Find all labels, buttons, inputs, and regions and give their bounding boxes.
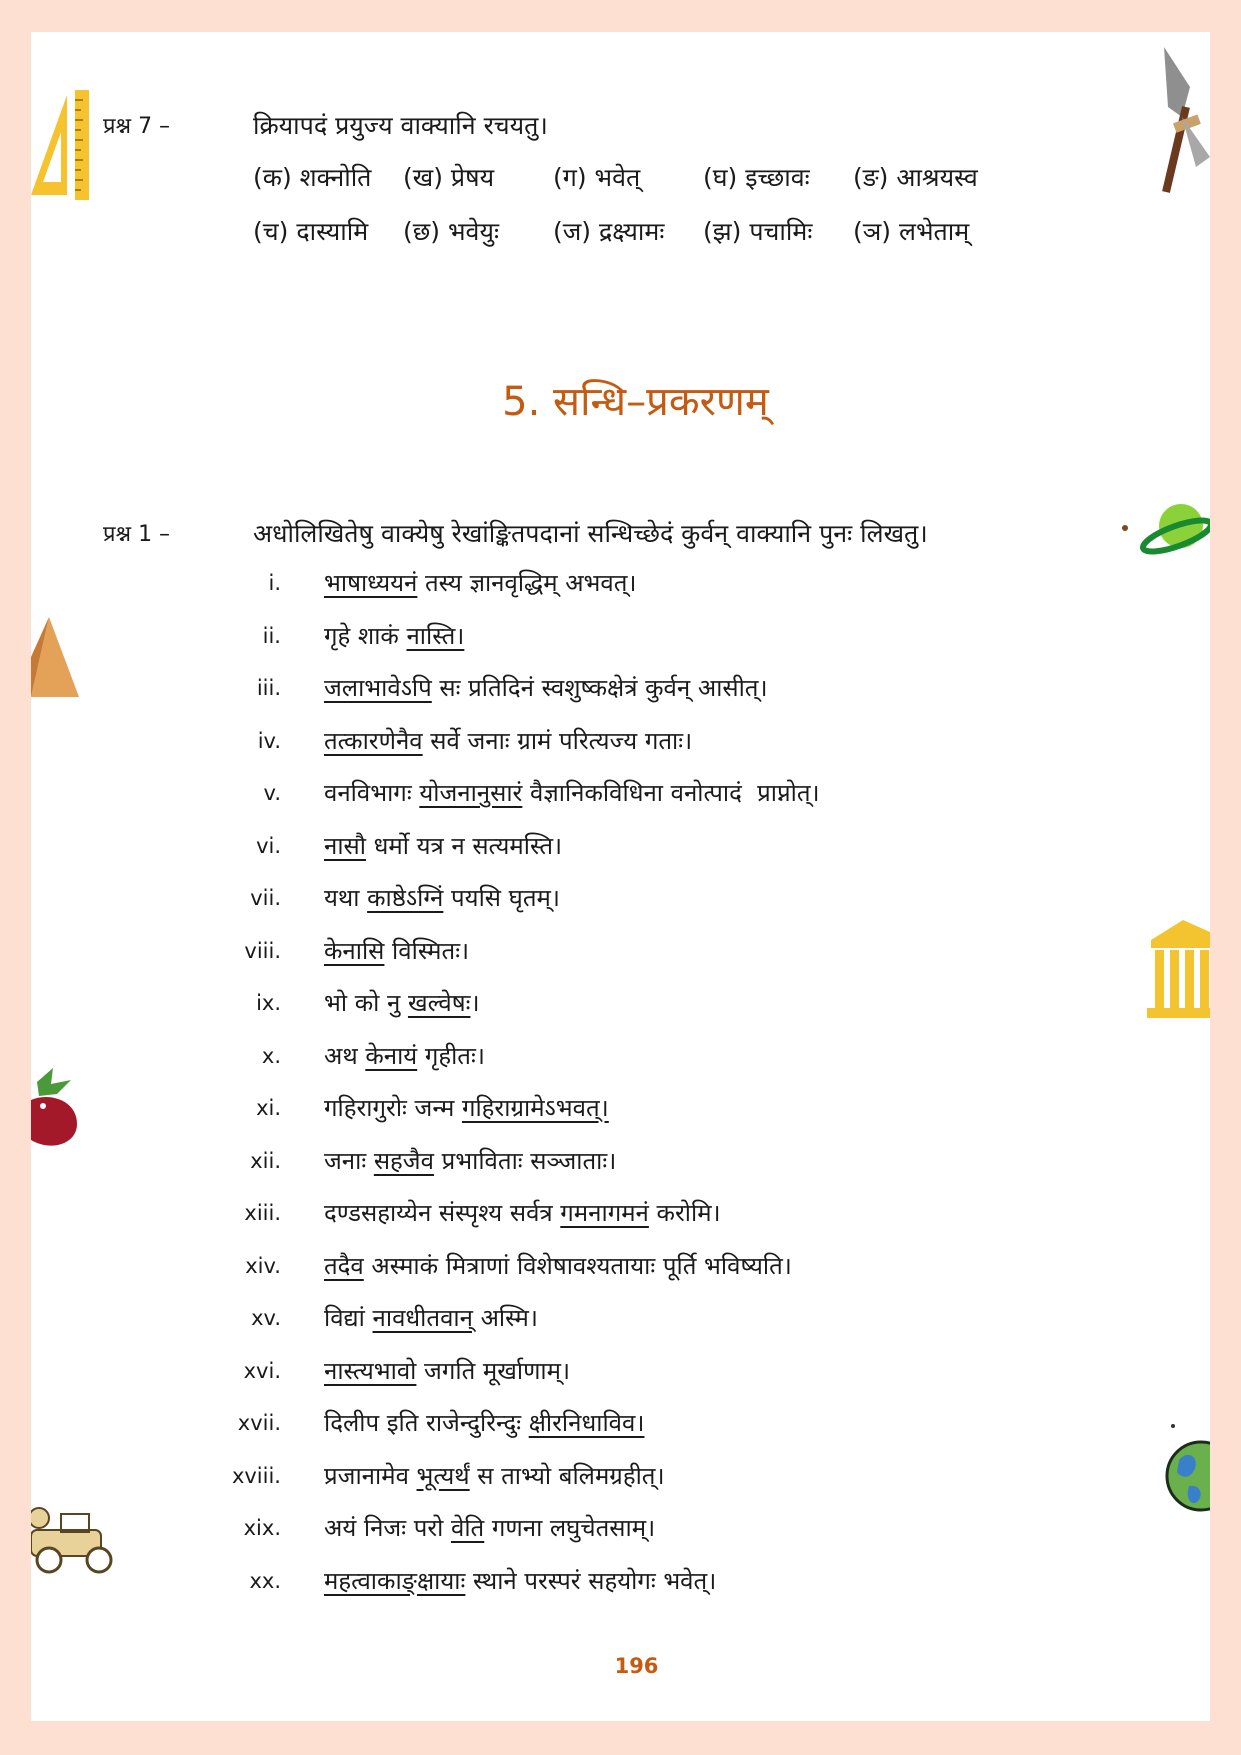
underlined-word: भूत्यर्थं	[416, 1461, 470, 1490]
item-number: xv.	[251, 1306, 281, 1330]
list-item	[31, 829, 1210, 869]
underlined-word: तदैव	[324, 1251, 364, 1280]
sentence-text: दिलीप इति राजेन्दुरिन्दुः	[324, 1409, 529, 1437]
list-item	[31, 1301, 1210, 1341]
item-sentence	[324, 1249, 792, 1282]
option-cha: (च) दास्यामि	[253, 217, 369, 246]
item-number: xvi.	[243, 1358, 281, 1383]
question-7-text: क्रियापदं प्रयुज्य वाक्यानि रचयतु।	[253, 111, 548, 140]
option-nya: (ञ) लभेताम्	[853, 217, 970, 246]
underlined-word: वेति	[451, 1514, 485, 1542]
chapter-title: 5. सन्धि–प्रकरणम्	[502, 379, 769, 425]
list-item	[31, 1354, 1210, 1394]
list-item	[31, 1511, 1210, 1551]
sentence-text: सः प्रतिदिनं स्वशुष्कक्षेत्रं कुर्वन् आसीत्।	[431, 674, 768, 702]
underlined-word: काष्ठेऽग्निं	[367, 884, 444, 912]
list-item	[31, 566, 1210, 606]
sentence-text: अस्मि।	[472, 1304, 538, 1332]
list-item	[31, 1459, 1210, 1499]
list-item	[31, 934, 1210, 974]
sentence-text: विस्मितः।	[384, 936, 470, 965]
sentence-text: प्रजानामेव	[324, 1461, 417, 1490]
item-sentence	[324, 1039, 485, 1072]
item-sentence	[324, 934, 469, 967]
underlined-word: केनासि	[324, 936, 385, 965]
sentence-text: वैज्ञानिकविधिना वनोत्पादं प्राप्नोत्।	[522, 779, 820, 807]
sentence-text: सर्वे जनाः ग्रामं परित्यज्य गताः।	[422, 726, 693, 755]
sentence-text: पयसि घृतम्।	[443, 884, 560, 912]
ruler-set-square-icon	[31, 90, 91, 200]
page-number: 196	[614, 1654, 659, 1678]
item-number: vii.	[250, 886, 281, 910]
list-item	[31, 1249, 1210, 1289]
underlined-word: नावधीतवान्	[372, 1304, 473, 1332]
underlined-word: गमनागमनं	[560, 1199, 649, 1227]
item-sentence	[324, 619, 464, 652]
sentence-text: अथ	[324, 1041, 366, 1070]
item-sentence	[324, 1144, 616, 1177]
item-number: xix.	[243, 1516, 281, 1540]
sentence-text: यथा	[324, 884, 368, 912]
list-item	[31, 1564, 1210, 1604]
item-sentence	[324, 566, 637, 599]
sentence-text: स ताभ्यो बलिमग्रहीत्।	[469, 1461, 665, 1490]
option-gha: (घ) इच्छावः	[703, 163, 810, 192]
list-item	[31, 1196, 1210, 1236]
question-1-label: प्रश्न 1 –	[103, 522, 171, 547]
item-sentence	[324, 829, 562, 862]
item-number: ii.	[262, 623, 281, 648]
saturn-planet-icon	[1119, 502, 1210, 564]
list-item	[31, 1039, 1210, 1079]
sentence-text: करोमि।	[648, 1199, 721, 1227]
item-number: xx.	[249, 1568, 281, 1593]
list-item	[31, 881, 1210, 921]
list-item	[31, 986, 1210, 1026]
item-sentence	[324, 776, 820, 809]
sentence-text: ।	[470, 989, 480, 1017]
option-ga: (ग) भवेत्	[553, 163, 641, 192]
option-jha: (झ) पचामिः	[703, 217, 813, 246]
sentence-text: जगति मूर्खाणाम्।	[416, 1356, 571, 1385]
sentence-text: गृहे शाकं	[324, 621, 407, 650]
sentence-text: गहिरागुरोः जन्म	[324, 1094, 462, 1122]
underlined-word: क्षीरनिधाविव।	[528, 1409, 645, 1437]
underlined-word: नास्त्यभावो	[324, 1356, 417, 1385]
item-number: iv.	[257, 728, 281, 753]
item-number: iii.	[256, 676, 281, 700]
underlined-word: भाषाध्ययनं	[324, 569, 418, 597]
list-item	[31, 776, 1210, 816]
question-1-text: अधोलिखितेषु वाक्येषु रेखांङ्कितपदानां सन्धिच्छेदं कुर्वन् वाक्यानि पुनः लिखतु।	[253, 519, 928, 548]
list-item	[31, 1091, 1210, 1131]
option-nga: (ङ) आश्रयस्व	[853, 163, 978, 192]
underlined-word: योजनानुसारं	[419, 779, 523, 807]
item-sentence	[324, 881, 560, 914]
item-sentence	[324, 1564, 716, 1597]
item-number: i.	[268, 571, 281, 595]
underlined-word: गहिराग्रामेऽभवत्।	[461, 1094, 609, 1122]
sentence-text: विद्यां	[324, 1304, 373, 1332]
option-ja: (ज) द्रक्ष्यामः	[553, 217, 665, 246]
list-item	[31, 619, 1210, 659]
underlined-word: केनायं	[365, 1041, 418, 1070]
item-number: vi.	[256, 833, 281, 858]
sentence-text: दण्डसहाय्येन संस्पृश्य सर्वत्र	[324, 1199, 561, 1227]
item-number: xiii.	[244, 1201, 281, 1225]
underlined-word: खल्वेषः	[407, 989, 471, 1017]
list-item	[31, 671, 1210, 711]
sentence-text: अयं निजः परो	[324, 1514, 451, 1542]
item-sentence	[324, 986, 480, 1019]
sentence-text: धर्मो यत्र न सत्यमस्ति।	[365, 831, 563, 860]
item-sentence	[324, 1196, 721, 1229]
item-sentence	[324, 671, 768, 704]
item-number: xiv.	[245, 1253, 281, 1278]
underlined-word: महत्वाकाङ्क्षायाः	[324, 1566, 466, 1595]
item-sentence	[324, 1354, 570, 1387]
sentence-text: भो को नु	[324, 989, 408, 1017]
sentence-text: वनविभागः	[324, 779, 420, 807]
sentence-text: जनाः	[324, 1146, 374, 1175]
list-item	[31, 1144, 1210, 1184]
spear-tool-icon	[1156, 47, 1210, 197]
option-chha: (छ) भवेयुः	[403, 217, 500, 246]
option-kha: (ख) प्रेषय	[403, 163, 495, 192]
item-number: xii.	[250, 1148, 281, 1173]
underlined-word: नास्ति।	[406, 621, 465, 650]
question-7-label: प्रश्न 7 –	[103, 114, 171, 139]
item-sentence	[324, 1301, 538, 1334]
item-number: xviii.	[231, 1463, 281, 1488]
underlined-word: सहजैव	[373, 1146, 434, 1175]
item-sentence	[324, 1091, 609, 1124]
sentence-text: अस्माकं मित्राणां विशेषावश्यतायाः पूर्ति भविष्यति।	[363, 1251, 792, 1280]
item-sentence	[324, 1511, 655, 1544]
item-number: xi.	[256, 1096, 281, 1120]
underlined-word: जलाभावेऽपि	[324, 674, 432, 702]
item-sentence	[324, 724, 692, 757]
item-number: x.	[261, 1043, 281, 1068]
list-item	[31, 1406, 1210, 1446]
item-sentence	[324, 1406, 644, 1439]
list-item	[31, 724, 1210, 764]
option-ka: (क) शक्नोति	[253, 163, 372, 192]
sentence-text: गृहीतः।	[417, 1041, 485, 1070]
item-number: xvii.	[237, 1411, 281, 1435]
page	[31, 32, 1210, 1721]
sentence-text: प्रभाविताः सञ्जाताः।	[433, 1146, 617, 1175]
underlined-word: तत्कारणेनैव	[324, 726, 423, 755]
item-sentence	[324, 1459, 665, 1492]
sentence-text: तस्य ज्ञानवृद्धिम् अभवत्।	[417, 569, 637, 597]
item-number: ix.	[256, 991, 281, 1015]
underlined-word: नासौ	[324, 831, 366, 860]
sentence-text: स्थाने परस्परं सहयोगः भवेत्।	[465, 1566, 717, 1595]
item-number: viii.	[244, 938, 281, 963]
item-number: v.	[263, 781, 281, 805]
sentence-text: गणना लघुचेतसाम्।	[484, 1514, 656, 1542]
